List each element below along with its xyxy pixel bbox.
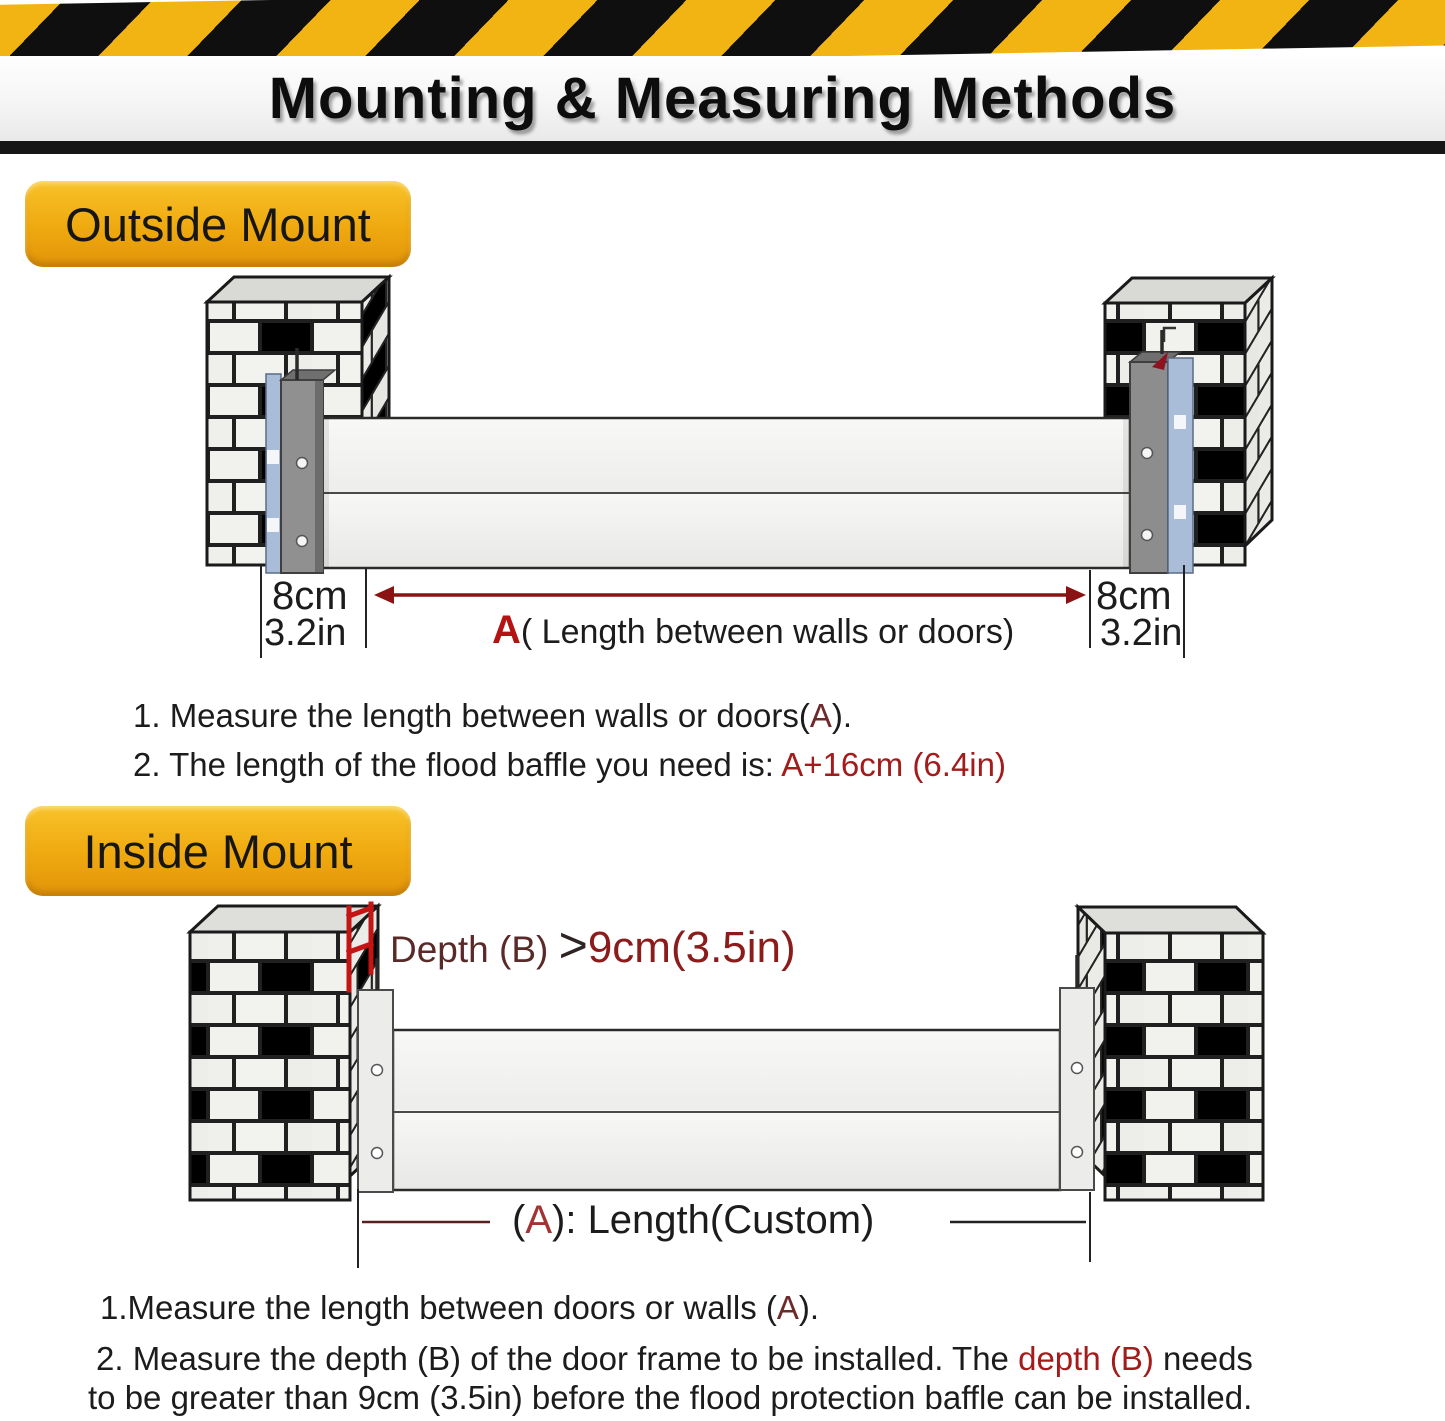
screw-hole [1072, 1147, 1083, 1158]
outside-mount-badge [25, 181, 411, 267]
title-underline-bar [0, 141, 1445, 154]
outside-step-1: 1. Measure the length between walls or doors(A). [133, 697, 853, 734]
inside-step-1: 1.Measure the length between doors or walls (A). [100, 1289, 820, 1326]
seal-strip-left [266, 374, 281, 573]
span-label [492, 608, 1014, 653]
screw-hole [1142, 530, 1153, 541]
screw-hole [372, 1148, 383, 1159]
title-band [0, 56, 1445, 141]
page-title: Mounting & Measuring Methods [268, 66, 1177, 131]
dim-right-cm: 8cm [1096, 574, 1172, 618]
inside-right-pillar [1078, 907, 1263, 1200]
screw-hole [1072, 1063, 1083, 1074]
inside-step-2-line1: 2. Measure the depth (B) of the door frame to be installed. The depth (B) needs [96, 1340, 1253, 1377]
span-arrow [374, 586, 1086, 604]
flood-barrier-panel-outside [322, 418, 1130, 568]
outside-mount-badge-label: Outside Mount [65, 197, 371, 251]
span-label-rest: ( Length between walls or doors) [520, 613, 1015, 651]
screw-hole [1142, 448, 1153, 459]
span-label-a: A [492, 608, 521, 652]
inside-mount-badge [25, 806, 411, 896]
depth-label: Depth (B) >9cm(3.5in) [390, 917, 796, 973]
screw-hole [372, 1065, 383, 1076]
dim-right-in: 3.2in [1100, 612, 1183, 654]
screw-hole [297, 536, 308, 547]
flood-barrier-panel-inside [393, 1030, 1060, 1190]
outside-step-2: 2. The length of the flood baffle you need is: A+16cm (6.4in) [133, 746, 1006, 783]
mounting-rail-left [358, 958, 393, 1192]
inside-step-2-line2: to be greater than 9cm (3.5in) before the flood protection baffle can be installed. [88, 1379, 1253, 1416]
screw-hole [297, 458, 308, 469]
dim-left-in: 3.2in [264, 612, 347, 654]
inside-mount-badge-label: Inside Mount [83, 824, 353, 878]
length-label: (A): Length(Custom) [512, 1198, 875, 1242]
dim-left-cm: 8cm [272, 574, 348, 618]
mounting-rail-right [1060, 955, 1094, 1190]
